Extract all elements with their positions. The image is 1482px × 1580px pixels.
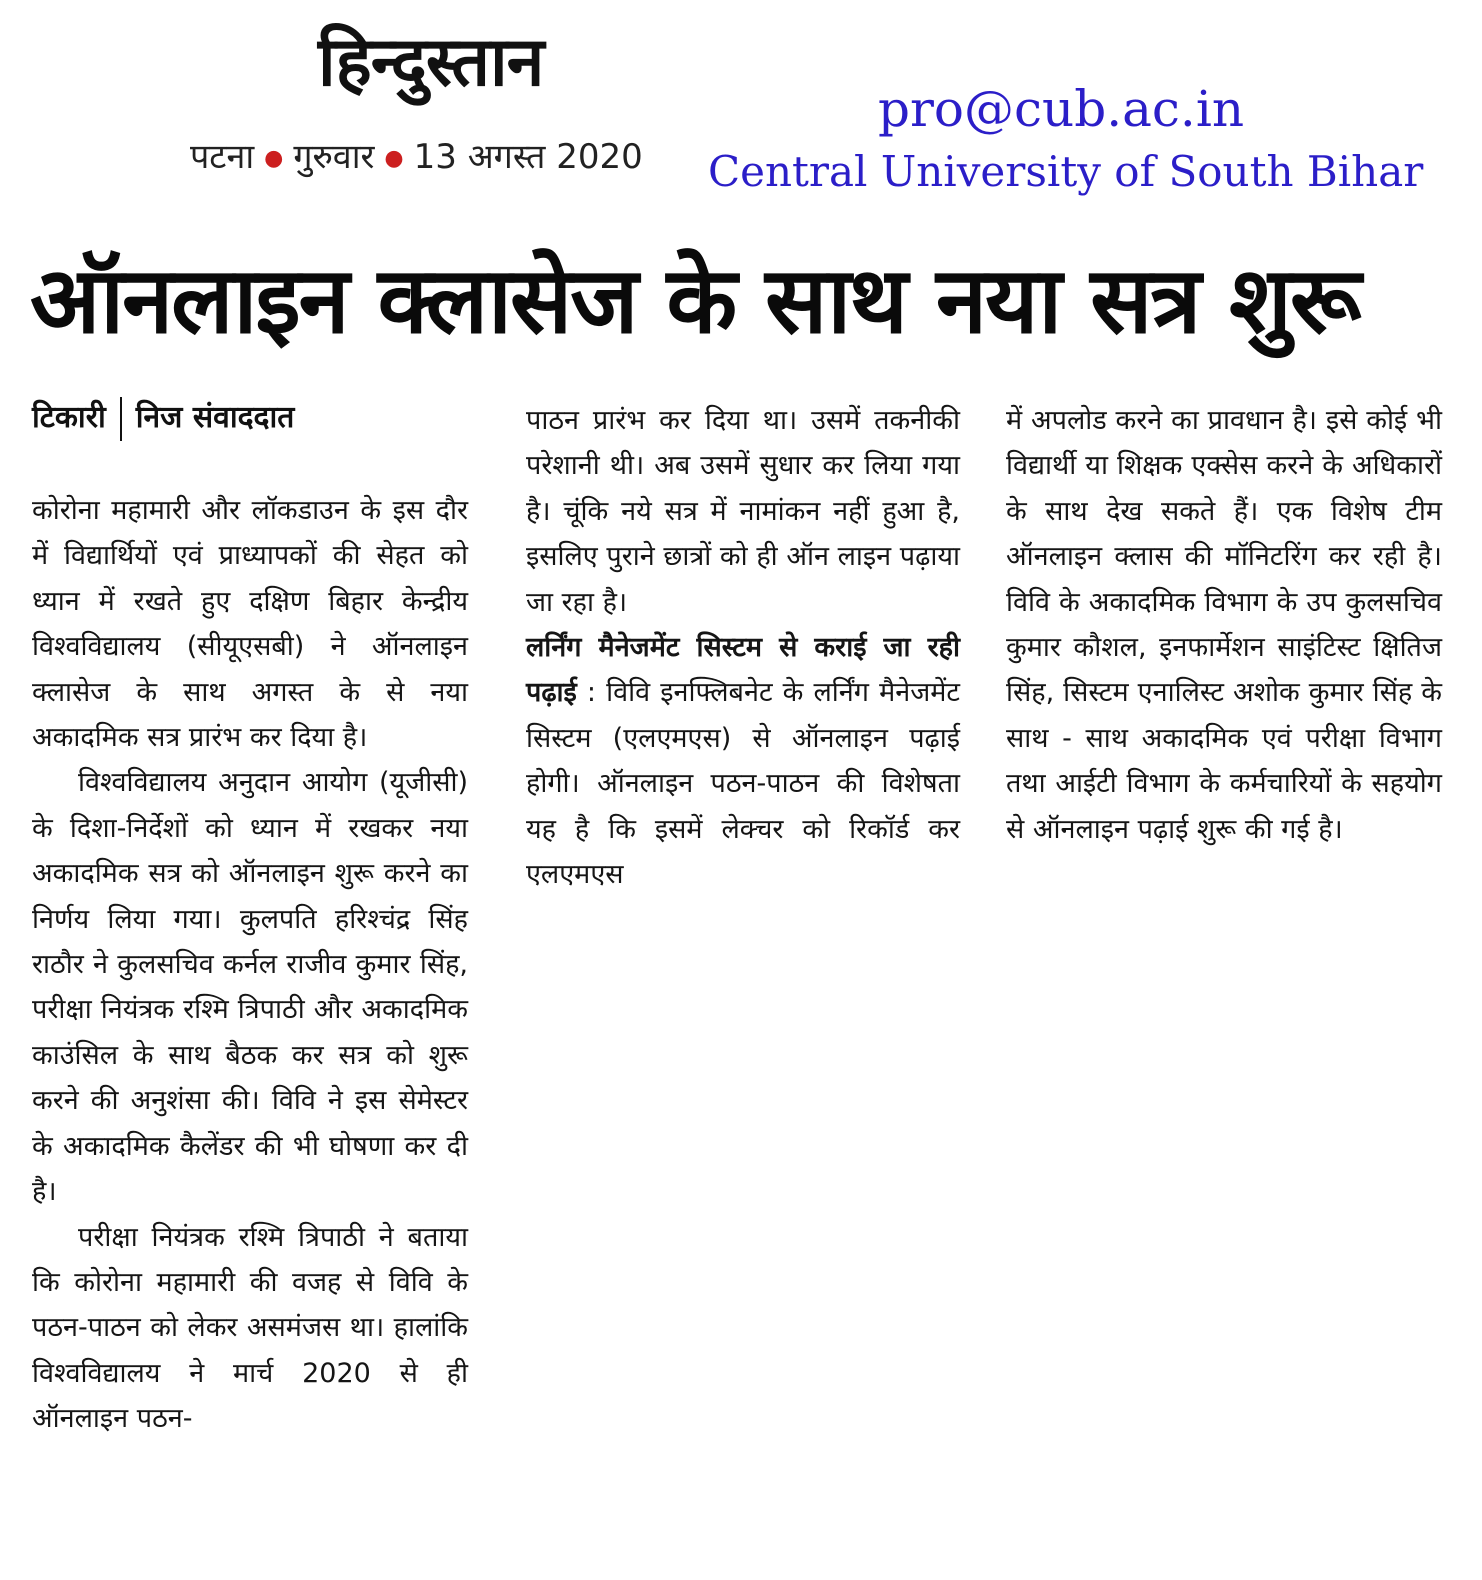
dateline-city: पटना — [190, 137, 255, 177]
byline-divider — [120, 397, 122, 441]
dateline-day: गुरुवार — [293, 137, 375, 177]
article-subheading: लर्निंग मैनेजमेंट सिस्टम से कराई जा रही पढ़ाई — [526, 632, 960, 709]
newspaper-masthead: हिन्दुस्तान — [318, 23, 544, 102]
dateline — [190, 132, 643, 184]
dateline-date: 13 अगस्त 2020 — [413, 137, 643, 177]
article-column-3 — [1006, 398, 1442, 852]
university-name: Central University of South Bihar — [708, 147, 1424, 196]
byline-place: टिकारी — [32, 400, 106, 435]
article-paragraph: कोरोना महामारी और लॉकडाउन के इस दौर में विद्यार्थियों एवं प्राध्यापकों की सेहत को ध्यान में रखते हुए दक्षिण बिहार केन्द्रीय विश्वविद्यालय (सीयूएसबी) ने ऑनलाइन क्लासेज के साथ अगस्त के से नया अकादमिक सत्र प्रारंभ कर दिया है। — [32, 495, 468, 754]
article-paragraph: में अपलोड करने का प्रावधान है। इसे कोई भी विद्यार्थी या शिक्षक एक्सेस करने के अधिकारों के साथ देख सकते हैं। एक विशेष टीम ऑनलाइन क्लास की मॉनिटरिंग कर रही है। विवि के अकादमिक विभाग के उप कुलसचिव कुमार कौशल, इनफार्मेशन साइंटिस्ट क्षितिज सिंह, सिस्टम एनालिस्ट अशोक कुमार सिंह के साथ - साथ अकादमिक एवं परीक्षा विभाग तथा आईटी विभाग के कर्मचारियों के सहयोग से ऑनलाइन पढ़ाई शुरू की गई है। — [1006, 405, 1442, 845]
article-column-1 — [32, 488, 468, 1442]
article-byline — [32, 392, 294, 444]
article-paragraph: पाठन प्रारंभ कर दिया था। उसमें तकनीकी परेशानी थी। अब उसमें सुधार कर लिया गया है। चूंकि नये सत्र में नामांकन नहीं हुआ है, इसलिए पुराने छात्रों को ही ऑन लाइन पढ़ाया जा रहा है। — [526, 405, 960, 618]
dateline-separator-dot: ● — [384, 145, 404, 171]
dateline-separator-dot: ● — [264, 145, 284, 171]
article-paragraph-text: : विवि इनफ्लिबनेट के लर्निंग मैनेजमेंट सिस्टम (एलएमएस) से ऑनलाइन पढ़ाई होगी। ऑनलाइन पठन-पाठन की विशेषता यह है कि इसमें लेक्चर को रिकॉर्ड कर एलएमएस — [526, 677, 960, 891]
article-headline: ऑनलाइन क्लासेज के साथ नया सत्र शुरू — [30, 247, 1360, 354]
contact-email: pro@cub.ac.in — [878, 80, 1245, 138]
article-paragraph: परीक्षा नियंत्रक रश्मि त्रिपाठी ने बताया कि कोरोना महामारी की वजह से विवि के पठन-पाठन को लेकर असमंजस था। हालांकि विश्वविद्यालय ने मार्च 2020 से ही ऑनलाइन पठन- — [32, 1221, 468, 1435]
article-paragraph — [526, 625, 960, 897]
article-paragraph: विश्वविद्यालय अनुदान आयोग (यूजीसी) के दिशा-निर्देशों को ध्यान में रखकर नया अकादमिक सत्र को ऑनलाइन शुरू करने का निर्णय लिया गया। कुलपति हरिश्चंद्र सिंह राठौर ने कुलसचिव कर्नल राजीव कुमार सिंह, परीक्षा नियंत्रक रश्मि त्रिपाठी और अकादमिक काउंसिल के साथ बैठक कर सत्र को शुरू करने की अनुशंसा की। विवि ने इस सेमेस्टर के अकादमिक कैलेंडर की भी घोषणा कर दी है। — [32, 767, 468, 1208]
article-column-2 — [526, 398, 960, 897]
byline-author: निज संवाददात — [135, 400, 295, 435]
